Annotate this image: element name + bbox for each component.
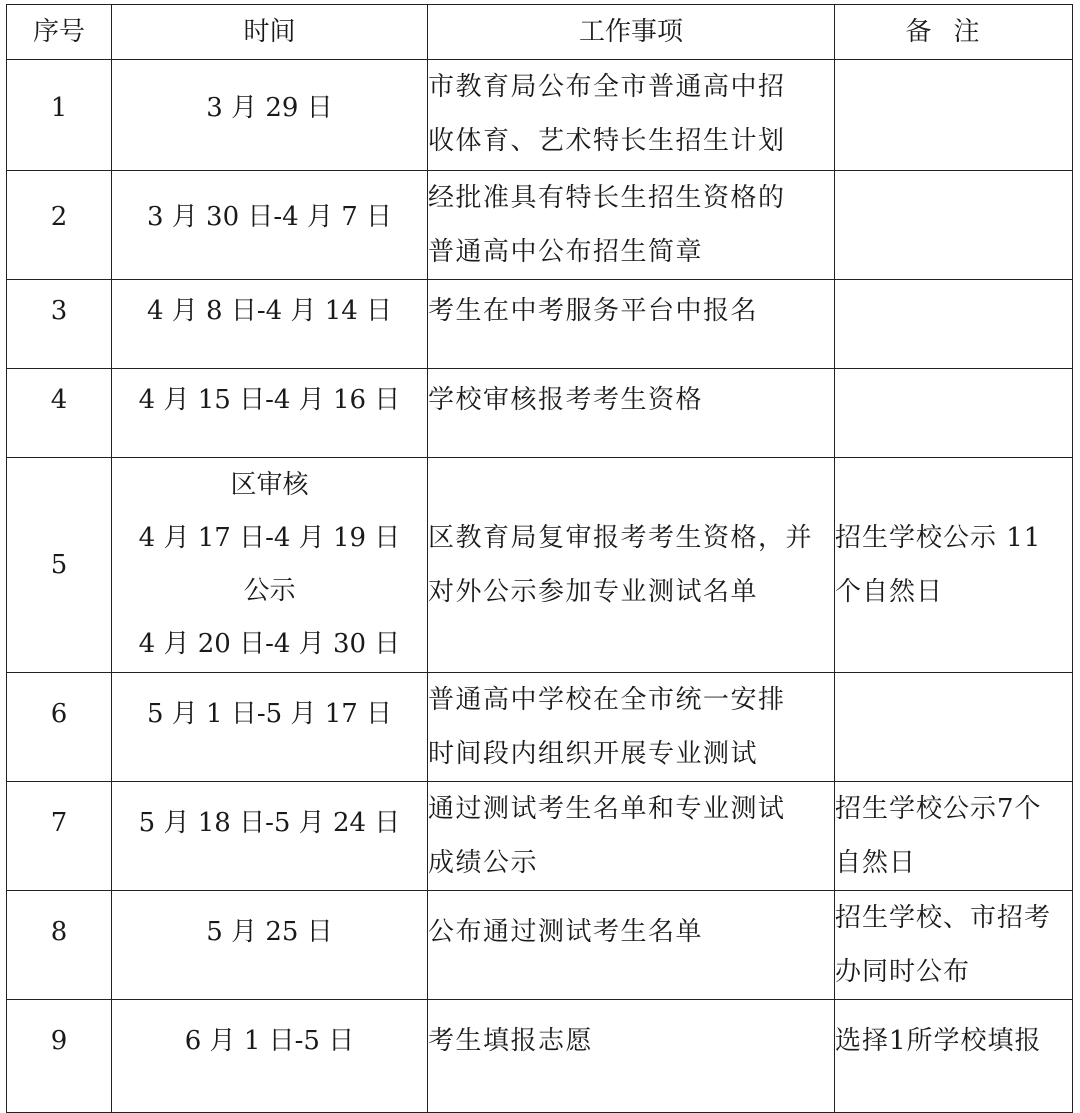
cell-note (835, 673, 1073, 782)
cell-no: 4 (7, 369, 112, 458)
cell-task-line: 普通高中学校在全市统一安排 (428, 685, 786, 715)
cell-task-line: 学校审核报考考生资格 (428, 385, 704, 415)
cell-task-line: 考生在中考服务平台中报名 (428, 296, 759, 326)
cell-note (835, 280, 1073, 369)
cell-note (835, 1000, 1073, 1113)
table-row (7, 60, 1073, 171)
table-row (7, 369, 1073, 458)
cell-time-line: 5 月 18 日-5 月 24 日 (138, 808, 401, 838)
cell-task-line: 经批准具有特长生招生资格的 (428, 183, 786, 213)
table-row (7, 673, 1073, 782)
table-row (7, 171, 1073, 280)
cell-task (428, 171, 835, 280)
cell-note-line: 招生学校公示 11 (835, 523, 1042, 553)
header-task: 工作事项 (428, 5, 835, 60)
cell-task (428, 60, 835, 171)
cell-time-line: 5 月 1 日-5 月 17 日 (146, 699, 393, 729)
header-row (7, 5, 1073, 60)
cell-time-line: 4 月 20 日-4 月 30 日 (138, 629, 401, 659)
cell-time-line: 4 月 17 日-4 月 19 日 (138, 523, 401, 553)
table-row (7, 782, 1073, 891)
table-row (7, 891, 1073, 1000)
cell-time-line: 3 月 30 日-4 月 7 日 (146, 202, 393, 232)
cell-time-line: 公示 (243, 576, 296, 606)
schedule-sheet (6, 4, 1072, 1113)
cell-task (428, 369, 835, 458)
cell-note-line: 自然日 (835, 848, 917, 878)
cell-note (835, 60, 1073, 171)
cell-note-line: 个自然日 (835, 577, 944, 607)
cell-no: 7 (7, 782, 112, 891)
cell-time-line: 5 月 25 日 (206, 917, 333, 947)
cell-no: 8 (7, 891, 112, 1000)
cell-task-line: 对外公示参加专业测试名单 (428, 577, 759, 607)
table-body (7, 60, 1073, 1113)
cell-note-line: 办同时公布 (835, 957, 971, 987)
cell-no: 1 (7, 60, 112, 171)
table-row (7, 458, 1073, 673)
header-time: 时间 (112, 5, 428, 60)
cell-time-line: 4 月 15 日-4 月 16 日 (138, 385, 401, 415)
cell-task (428, 1000, 835, 1113)
cell-time (112, 782, 428, 891)
cell-task (428, 458, 835, 673)
cell-time-line: 6 月 1 日-5 日 (184, 1026, 355, 1056)
cell-note-line: 招生学校、市招考 (835, 903, 1052, 933)
cell-note (835, 782, 1073, 891)
cell-note (835, 458, 1073, 673)
cell-time (112, 1000, 428, 1113)
cell-time (112, 458, 428, 673)
cell-time (112, 60, 428, 171)
cell-time (112, 891, 428, 1000)
cell-task-line: 市教育局公布全市普通高中招 (428, 72, 786, 102)
cell-task-line: 时间段内组织开展专业测试 (428, 739, 759, 769)
cell-task (428, 673, 835, 782)
cell-task-line: 考生填报志愿 (428, 1026, 594, 1056)
cell-task-line: 通过测试考生名单和专业测试 (428, 794, 786, 824)
cell-no: 3 (7, 280, 112, 369)
cell-time (112, 369, 428, 458)
cell-task-line: 成绩公示 (428, 848, 539, 878)
cell-task-line: 公布通过测试考生名单 (428, 917, 704, 947)
cell-note (835, 171, 1073, 280)
header-no: 序号 (7, 5, 112, 60)
cell-no: 2 (7, 171, 112, 280)
cell-no: 9 (7, 1000, 112, 1113)
cell-no: 5 (7, 458, 112, 673)
cell-task-line: 普通高中公布招生简章 (428, 237, 704, 267)
cell-time (112, 673, 428, 782)
cell-task-line: 区教育局复审报考考生资格，并 (428, 523, 814, 553)
cell-time-line: 区审核 (230, 470, 309, 500)
cell-time-line: 4 月 8 日-4 月 14 日 (146, 296, 393, 326)
schedule-table (6, 4, 1073, 1113)
cell-task (428, 280, 835, 369)
cell-time (112, 280, 428, 369)
cell-note-line: 招生学校公示7个 (835, 794, 1042, 824)
table-row (7, 280, 1073, 369)
cell-task (428, 782, 835, 891)
cell-no: 6 (7, 673, 112, 782)
cell-note (835, 369, 1073, 458)
cell-task (428, 891, 835, 1000)
table-row (7, 1000, 1073, 1113)
header-note: 备注 (835, 5, 1073, 60)
cell-note-line: 选择1所学校填报 (835, 1026, 1042, 1056)
cell-time-line: 3 月 29 日 (206, 93, 333, 123)
cell-task-line: 收体育、艺术特长生招生计划 (428, 126, 786, 156)
cell-note (835, 891, 1073, 1000)
cell-time (112, 171, 428, 280)
